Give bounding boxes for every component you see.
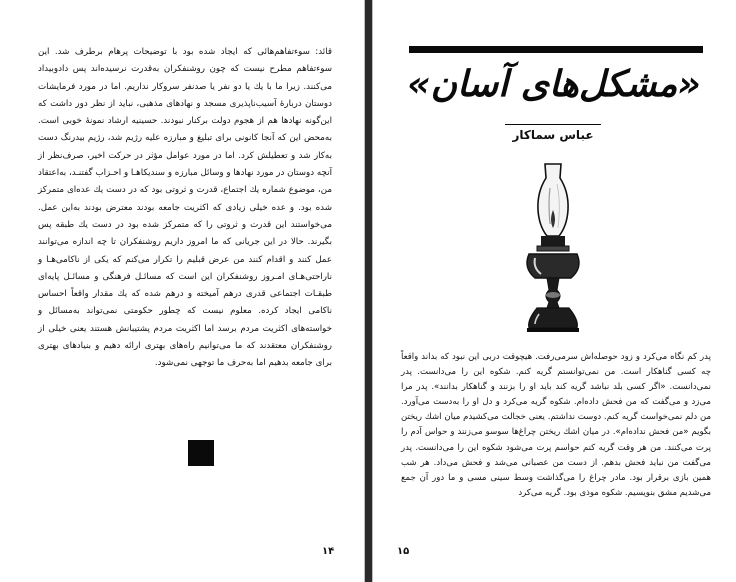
black-square-mark [188,440,214,466]
right-page [372,0,736,582]
story-author: عباس سماکار [512,128,594,142]
left-page [0,0,365,582]
story-title: «مشکل‌های آسان» [407,64,701,105]
left-page-number: ۱۴ [322,546,335,557]
oil-lamp-icon [513,158,593,338]
left-page-text: قائد: سوءتفاهم‌هائی که ایجاد شده بود با توضیحات پرهام برطرف شد. این سوءتفاهم مطرح نیست که چون روشنفکران به‌قدرت نرسیده‌اند پس دادوبیداد می‌کنند. زیرا ما با یك یا دو نفر یا صدنفر سروکار نداریم. اما در مورد فرمایشات دوستان دربارهٔ آسیب‌ناپذیری مسجد و نهادهای مذهبی، نباید از نظر دور داشت که این‌گونه نهادها هم از هجوم دولت برکنار نبودند. حسینیه ارشاد نمونهٔ خوبی است. به‌محض این که آنجا کانونی برای تبلیغ و مبارزه علیه رژیم شد، رژیم بیدرنگ دست به‌کار شد و تعطیلش کرد. اما در مورد عوامل مؤثر در حرکت اخیر، صرف‌نظر از آنچه دوستان در مورد نهادها و وسائل مبارزه و سندیکاهـا و احـزاب گفتنـد، به‌اعتقاد من، موضوع شماره یك اجتماع، قدرت و ثروتی بود که در دست یك عده‌ای متمرکز شده بود. و عده خیلی زیادی که اکثریت جامعه بودند معترض بودند به‌این عمل. می‌خواستند این قدرت و ثروتی را که متمرکز شده بود در دست یك طبقه پس بگیرند. حالا در این جریانی که ما امروز داریم روشنفکران تا چه اندازه می‌توانند عمل کنند و اقدام کنند من عرض قبلیم را تکرار می‌کنم که یکی از ناکامی‌هـا و ناراحتی‌هـای امـروز روشنفکران این است که مسائـل فرهنگی و مسائـل پایه‌ای طبقـات اجتماعی قدری درهم آمیخته و درهم شده که یك مقدار واقعاً احساس ناکامی ایجاد کرده. معلوم نیست که چطور حکومتی نمی‌تواند به‌مسائل و خواسته‌های اکثریت مردم برسد اما اکثریت مردم پشتیبانش هستند یعنی خیلی از روشنفکران معتقدند که ما می‌توانیم راه‌های بهتری ارائه دهیم و بنیادهای بهتری برای جامعه بدهیم اما به‌حرف ما توجهی نمی‌شود. [38,47,332,369]
author-rule [505,124,601,125]
title-rule [409,46,703,53]
right-page-number: ۱۵ [397,546,410,557]
right-page-text: پدر کم نگاه می‌کرد و زود حوصله‌اش سرمی‌رفت. هیچوقت دربی این نبود که بداند واقعاً چه کسی گناهکار است. من نمی‌توانستم گریه کنم. شکوه این را می‌دانست. پدر نمی‌دانست. «اگر کسی بلد نباشد گریه کند باید او را بزنند و گناهکار بدانند». پدر مرا می‌زد و می‌گفت که من فحش داده‌ام. شکوه گریه می‌کرد و دل او را به‌دست می‌آورد. من دلم نمی‌خواست گریه کنم. دوست نداشتم. یعنی خجالت می‌کشیدم میان اشك ریختن بگویم «من فحش نداده‌ام». در میان اشك ریختن چراغ‌ها سوسو می‌زنند و حواس آدم را پرت می‌کنند. من هر وقت گریه کنم حواسم پرت می‌شود شکوه این را می‌دانست. پدر می‌گفت من نباید فحش بدهم. از دست من عصبانی می‌شد و فحش می‌داد. هر شب همین بازی برقرار بود. مادر چراغ را می‌گذاشت وسط سینی مسی و ما دور آن جمع می‌شدیم مشق بنویسیم. شکوه موذی بود. گریه می‌کرد [401,352,711,498]
